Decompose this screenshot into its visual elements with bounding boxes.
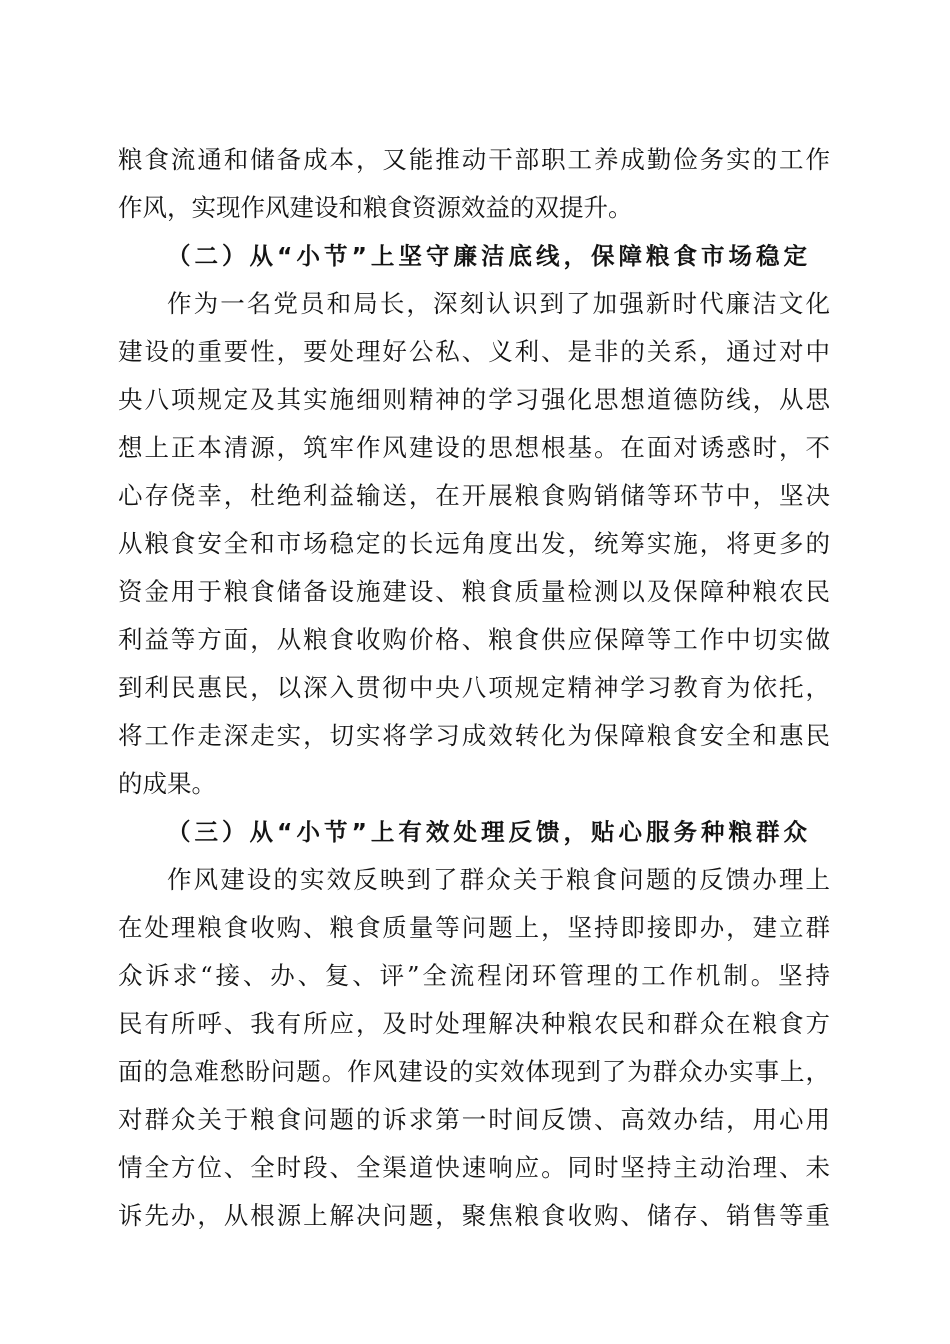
paragraph-line: 粮食流通和储备成本，又能推动干部职工养成勤俭务实的工作 [118, 145, 830, 174]
paragraph-line: 心存侥幸，杜绝利益输送，在开展粮食购销储等环节中，坚决 [118, 481, 830, 510]
paragraph-line: 面的急难愁盼问题。作风建设的实效体现到了为群众办实事上， [118, 1057, 830, 1086]
section-heading-2: （二）从“小节”上坚守廉洁底线，保障粮食市场稳定 [167, 242, 807, 270]
paragraph-line: 将工作走深走实，切实将学习成效转化为保障粮食安全和惠民 [118, 721, 830, 750]
paragraph-line: 作为一名党员和局长，深刻认识到了加强新时代廉洁文化 [167, 289, 830, 318]
section-heading-3: （三）从“小节”上有效处理反馈，贴心服务种粮群众 [167, 818, 807, 846]
paragraph-line: 诉先办，从根源上解决问题，聚焦粮食收购、储存、销售等重 [118, 1201, 830, 1230]
paragraph-line: 民有所呼、我有所应，及时处理解决种粮农民和群众在粮食方 [118, 1009, 830, 1038]
paragraph-line: 众诉求“接、办、复、评”全流程闭环管理的工作机制。坚持 [118, 961, 830, 990]
paragraph-line: 的成果。 [118, 769, 216, 798]
paragraph-line: 情全方位、全时段、全渠道快速响应。同时坚持主动治理、未 [118, 1153, 830, 1182]
paragraph-line: 在处理粮食收购、粮食质量等问题上，坚持即接即办，建立群 [118, 913, 830, 942]
paragraph-line: 建设的重要性，要处理好公私、义利、是非的关系，通过对中 [118, 337, 830, 366]
paragraph-line: 到利民惠民，以深入贯彻中央八项规定精神学习教育为依托， [118, 673, 830, 702]
paragraph-line: 资金用于粮食储备设施建设、粮食质量检测以及保障种粮农民 [118, 577, 830, 606]
paragraph-line: 利益等方面，从粮食收购价格、粮食供应保障等工作中切实做 [118, 625, 830, 654]
paragraph-line: 作风，实现作风建设和粮食资源效益的双提升。 [118, 193, 633, 222]
paragraph-line: 从粮食安全和市场稳定的长远角度出发，统筹实施，将更多的 [118, 529, 830, 558]
paragraph-line: 对群众关于粮食问题的诉求第一时间反馈、高效办结，用心用 [118, 1105, 830, 1134]
paragraph-line: 央八项规定及其实施细则精神的学习强化思想道德防线，从思 [118, 385, 830, 414]
paragraph-line: 想上正本清源，筑牢作风建设的思想根基。在面对诱惑时，不 [118, 433, 830, 462]
paragraph-line: 作风建设的实效反映到了群众关于粮食问题的反馈办理上 [167, 865, 830, 894]
